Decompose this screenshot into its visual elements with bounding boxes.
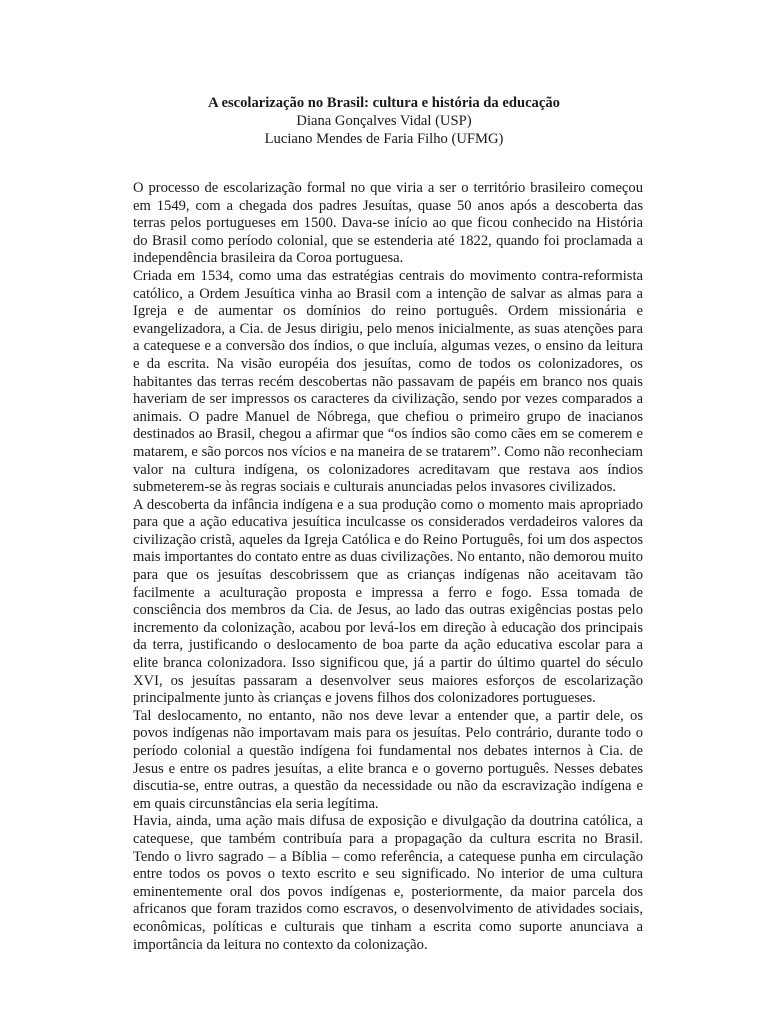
paragraph: Havia, ainda, uma ação mais difusa de exposição e divulgação da doutrina católica, a catequese, que também contribuía para a propagação da cultura escrita no Brasil. Tendo o livro sagrado – a Bíblia – como referência, a catequese punha em circulação entre todos os povos o texto escrito e seu significado. No interior de uma cultura eminentemente oral dos povos indígenas e, posteriormente, da maior parcela dos africanos que foram trazidos como escravos, o desenvolvimento de atividades sociais, econômicas, políticas e culturais que tinham a escrita como suporte anunciava a importância da leitura no contexto da colonização.: [133, 813, 643, 953]
paragraph: Tal deslocamento, no entanto, não nos deve levar a entender que, a partir dele, os povos indígenas não importavam mais para os jesuítas. Pelo contrário, durante todo o período colonial a questão indígena foi fundamental nos debates internos à Cia. de Jesus e entre os padres jesuítas, a elite branca e o governo português. Nesses debates discutia-se, entre outras, a questão da necessidade ou não da escravização indígena e em quais circunstâncias ela seria legítima.: [133, 707, 643, 812]
author-line: Diana Gonçalves Vidal (USP): [296, 113, 472, 129]
document-body: [133, 180, 643, 954]
document-header: [0, 94, 768, 148]
paragraph: A descoberta da infância indígena e a sua produção como o momento mais apropriado para que a ação educativa jesuítica inculcasse os considerados verdadeiros valores da civilização cristã, aqueles da Igreja Católica e do Reino Português, foi um dos aspectos mais importantes do contato entre as duas civilizações. No entanto, não demorou muito para que os jesuítas descobrissem que as crianças indígenas não aceitavam tão facilmente a aculturação proposta e impressa a ferro e fogo. Essa tomada de consciência dos membros da Cia. de Jesus, ao lado das outras exigências postas pelo incremento da colonização, acabou por levá-los em direção à educação dos principais da terra, justificando o deslocamento de boa parte da ação educativa escolar para a elite branca colonizadora. Isso significou que, já a partir do último quartel do século XVI, os jesuítas passaram a desenvolver seus maiores esforços de escolarização principalmente junto às crianças e jovens filhos dos colonizadores portugueses.: [133, 496, 643, 707]
author-line: Luciano Mendes de Faria Filho (UFMG): [264, 131, 504, 147]
document-title: A escolarização no Brasil: cultura e história da educação: [208, 95, 560, 111]
paragraph: Criada em 1534, como uma das estratégias centrais do movimento contra-reformista católico, a Ordem Jesuítica vinha ao Brasil com a intenção de salvar as almas para a Igreja e de aumentar os domínios do reino português. Ordem missionária e evangelizadora, a Cia. de Jesus dirigiu, pelo menos inicialmente, as suas atenções para a catequese e a conversão dos índios, o que incluía, algumas vezes, o ensino da leitura e da escrita. Na visão européia dos jesuítas, como de todos os colonizadores, os habitantes das terras recém descobertas não passavam de papéis em branco nos quais haveriam de ser impressos os caracteres da civilização, sendo por vezes comparados a animais. O padre Manuel de Nóbrega, que chefiou o primeiro grupo de inacianos destinados ao Brasil, chegou a afirmar que “os índios são como cães em se comerem e matarem, e são porcos nos vícios e na maneira de se tratarem”. Como não reconheciam valor na cultura indígena, os colonizadores acreditavam que restava aos índios submeterem-se às regras sociais e culturais anunciadas pelos invasores civilizados.: [133, 267, 643, 496]
paragraph: O processo de escolarização formal no que viria a ser o território brasileiro começou em 1549, com a chegada dos padres Jesuítas, quase 50 anos após a descoberta das terras pelos portugueses em 1500. Dava-se início ao que ficou conhecido na História do Brasil como período colonial, que se estenderia até 1822, quando foi proclamada a independência brasileira da Coroa portuguesa.: [133, 180, 643, 267]
